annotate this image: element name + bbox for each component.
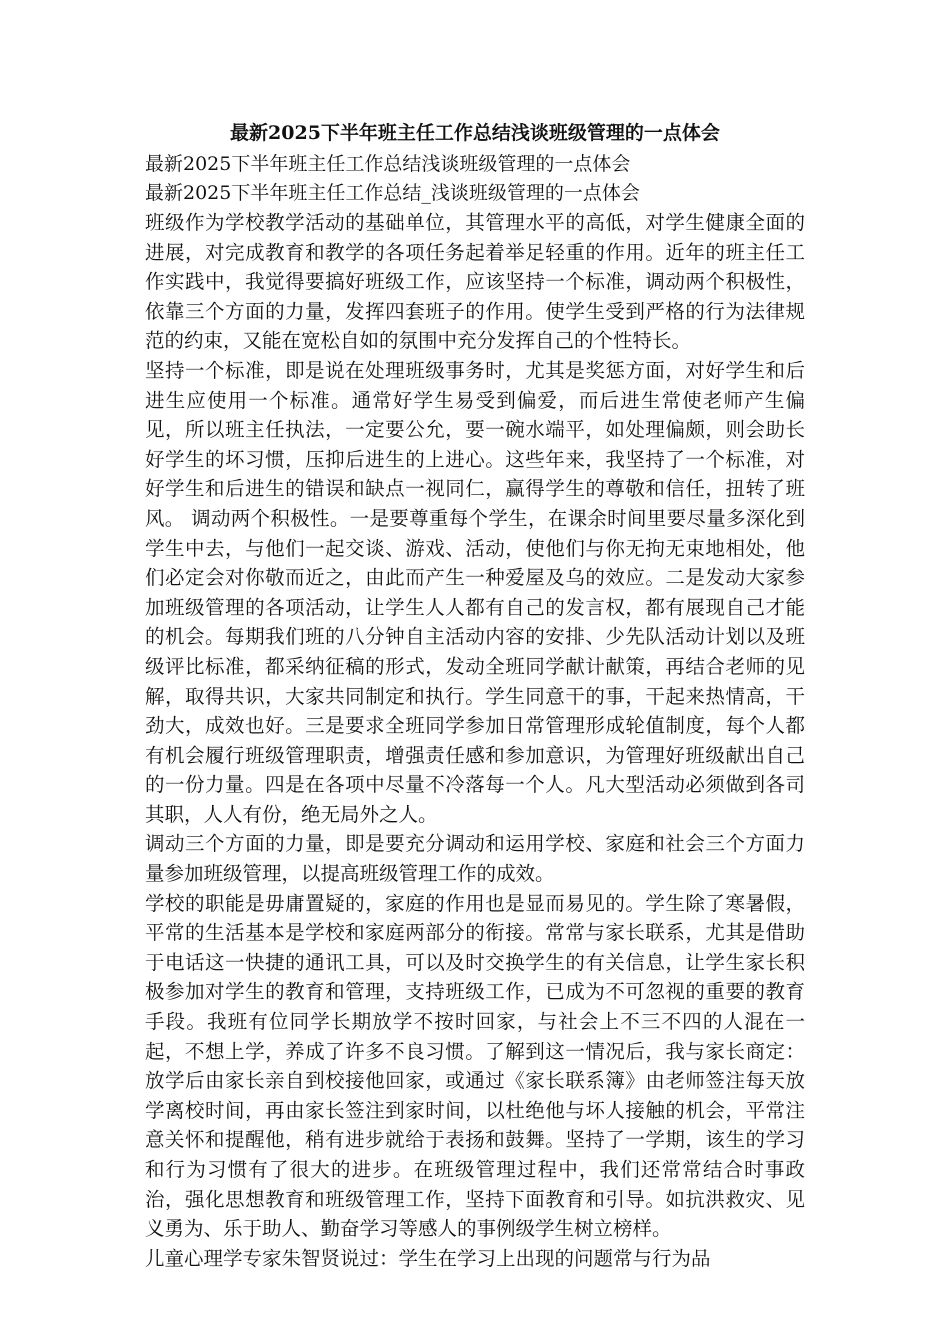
paragraph-intro: 班级作为学校教学活动的基础单位，其管理水平的高低，对学生健康全面的进展，对完成教育和教学的各项任务起着举足轻重的作用。近年的班主任工作实践中，我觉得要搞好班级工作，应该坚持一个标准，调动两个积极性，依靠三个方面的力量，发挥四套班子的作用。使学生受到严格的行为法律规范的约束，又能在宽松自如的氛围中充分发挥自己的个性特长。 (145, 211, 805, 353)
document-page (145, 118, 805, 1273)
document-title: 最新2025下半年班主任工作总结浅谈班级管理的一点体会 (230, 122, 720, 144)
paragraph-three-forces: 调动三个方面的力量，即是要充分调动和运用学校、家庭和社会三个方面力量参加班级管理，以提高班级管理工作的成效。 (145, 832, 805, 886)
paragraph-psychology: 儿童心理学专家朱智贤说过：学生在学习上出现的问题常与行为品 (145, 1246, 711, 1270)
subtitle-line-1: 最新2025下半年班主任工作总结浅谈班级管理的一点体会 (145, 153, 631, 175)
paragraph-school-family: 学校的职能是毋庸置疑的，家庭的作用也是显而易见的。学生除了寒暑假，平常的生活基本是学校和家庭两部分的衔接。常常与家长联系，尤其是借助于电话这一快捷的通讯工具，可以及时交换学生的有关信息，让学生家长积极参加对学生的教育和管理，支持班级工作，已成为不可忽视的重要的教育手段。我班有位同学长期放学不按时回家，与社会上不三不四的人混在一起，不想上学，养成了许多不良习惯。了解到这一情况后，我与家长商定：放学后由家长亲自到校接他回家，或通过《家长联系簿》由老师签注每天放学离校时间，再由家长签注到家时间，以杜绝他与坏人接触的机会，平常注意关怀和提醒他，稍有进步就给于表扬和鼓舞。坚持了一学期，该生的学习和行为习惯有了很大的进步。在班级管理过程中，我们还常常结合时事政治，强化思想教育和班级管理工作，坚持下面教育和引导。如抗洪救灾、见义勇为、乐于助人、勤奋学习等感人的事例级学生树立榜样。 (145, 891, 805, 1241)
subtitle-line-2: 最新2025下半年班主任工作总结_浅谈班级管理的一点体会 (145, 182, 640, 204)
paragraph-one-standard: 坚持一个标准，即是说在处理班级事务时，尤其是奖惩方面，对好学生和后进生应使用一个标准。通常好学生易受到偏爱，而后进生常使老师产生偏见，所以班主任执法，一定要公允，要一碗水端平，如处理偏颇，则会助长好学生的坏习惯，压抑后进生的上进心。这些年来，我坚持了一个标准，对好学生和后进生的错误和缺点一视同仁，赢得学生的尊敬和信任，扭转了班风。 调动两个积极性。一是要尊重每个学生，在课余时间里要尽量多深化到学生中去，与他们一起交谈、游戏、活动，使他们与你无拘无束地相处，他们必定会对你敬而近之，由此而产生一种爱屋及乌的效应。二是发动大家参加班级管理的各项活动，让学生人人都有自己的发言权，都有展现自己才能的机会。每期我们班的八分钟自主活动内容的安排、少先队活动计划以及班级评比标准，都采纳征稿的形式，发动全班同学献计献策，再结合老师的见解，取得共识，大家共同制定和执行。学生同意干的事，干起来热情高，干劲大，成效也好。三是要求全班同学参加日常管理形成轮值制度，每个人都有机会履行班级管理职责，增强责任感和参加意识，为管理好班级献出自己的一份力量。四是在各项中尽量不冷落每一个人。凡大型活动必须做到各司其职，人人有份，绝无局外之人。 (145, 358, 805, 826)
